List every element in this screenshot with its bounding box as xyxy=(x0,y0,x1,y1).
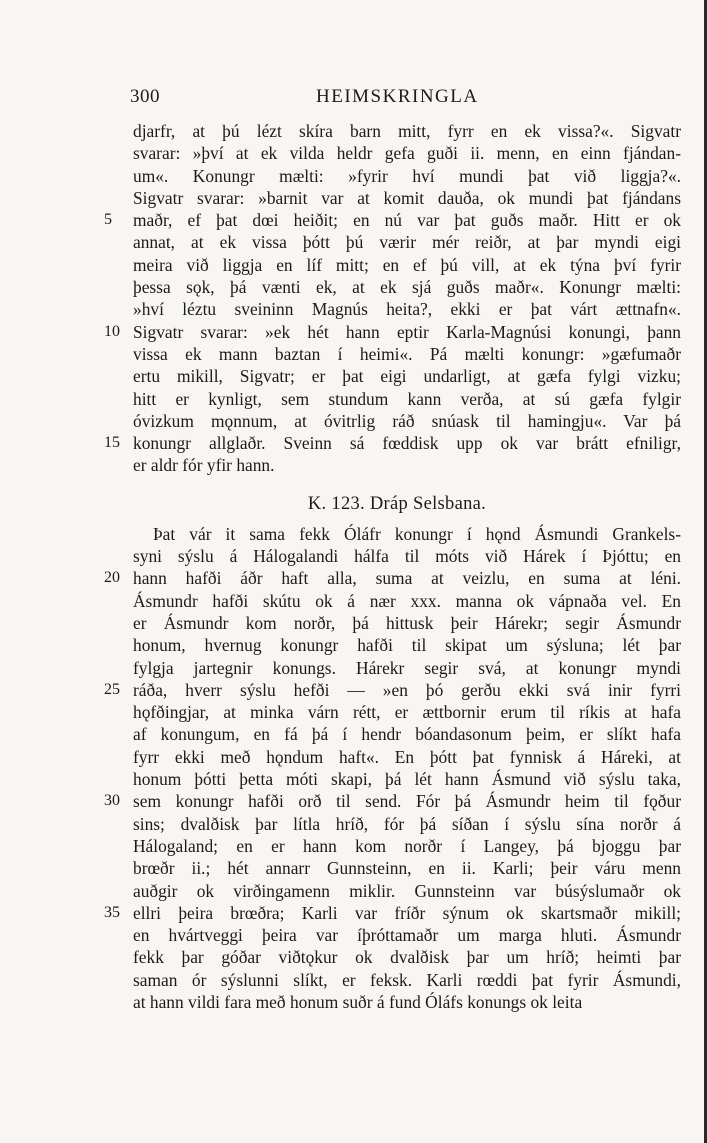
text-line xyxy=(104,432,681,454)
text-line xyxy=(133,254,681,276)
line-text: honum, hvernug konungr hafði til skipat um sýsluna; lét þar xyxy=(133,635,681,656)
line-text: hann hafði áðr haft alla, suma at veizlu, en suma at léni. xyxy=(133,568,681,589)
page-number: 300 xyxy=(130,86,160,107)
line-text: af konungum, en fá þá í hendr bóandasonum þeim, er slíkt hafa xyxy=(133,724,681,745)
line-text: ertu mikill, Sigvatr; er þat eigi undarligt, at gæfa fylgi vizku; xyxy=(133,366,681,387)
text-line xyxy=(133,410,681,432)
text-line xyxy=(133,545,681,567)
line-number: 25 xyxy=(104,680,120,698)
text-block xyxy=(104,120,681,1013)
line-text: Ásmundr hafði skútu ok á nær xxx. manna ok vápnaða vel. En xyxy=(133,590,681,611)
line-text: meira við liggja en líf mitt; en ef þú vill, at ek týna því fyrir xyxy=(133,254,681,275)
text-line xyxy=(133,813,681,835)
text-line xyxy=(133,634,681,656)
text-line xyxy=(133,590,681,612)
text-line xyxy=(104,790,681,812)
line-text: ráða, hverr sýslu hefði — »en þó gerðu ekki svá inir fyrri xyxy=(133,679,681,700)
line-text: óvizkum mǫnnum, at óvitrlig ráð snúask til hamingju«. Var þá xyxy=(133,410,681,431)
text-line xyxy=(104,567,681,589)
text-line xyxy=(133,454,681,476)
text-line xyxy=(133,298,681,320)
text-line xyxy=(104,321,681,343)
text-line xyxy=(104,679,681,701)
line-text: »hví léztu sveininn Magnús heita?, ekki er þat várt ættnafn«. xyxy=(133,299,681,320)
line-number: 20 xyxy=(104,569,120,587)
line-number: 35 xyxy=(104,903,120,921)
line-text: um«. Konungr mælti: »fyrir hví mundi þat við liggja?«. xyxy=(133,165,681,186)
line-text: djarfr, at þú lézt skíra barn mitt, fyrr en ek vissa?«. Sigvatr xyxy=(133,121,681,141)
text-line xyxy=(133,924,681,946)
paragraph-2 xyxy=(104,523,681,1014)
line-text: konungr allglaðr. Sveinn sá fœddisk upp ok var brátt efniligr, xyxy=(133,433,681,454)
running-title: HEIMSKRINGLA xyxy=(316,86,479,107)
line-text: fylgja jartegnir konungs. Hárekr segir svá, at konungr myndi xyxy=(133,657,681,678)
line-text: fyrr ekki með hǫndum haft«. En þótt þat fynnisk á Háreki, at xyxy=(133,746,681,767)
line-text: ellri þeira brœðra; Karli var fríðr sýnum ok skartsmaðr mikill; xyxy=(133,902,681,923)
line-text: þessa sǫk, þá vænti ek, at ek sjá guðs maðr«. Konungr mælti: xyxy=(133,277,681,298)
text-line xyxy=(133,857,681,879)
text-line xyxy=(133,120,681,142)
line-text: syni sýslu á Hálogalandi hálfa til móts við Hárek í Þjóttu; en xyxy=(133,546,681,567)
text-line xyxy=(133,142,681,164)
text-line xyxy=(133,231,681,253)
section-heading: K. 123. Dráp Selsbana. xyxy=(307,493,487,514)
text-line xyxy=(104,209,681,231)
line-text: at hann vildi fara með honum suðr á fund Óláfs konungs ok leita xyxy=(133,991,583,1012)
text-line xyxy=(133,701,681,723)
line-number: 30 xyxy=(104,792,120,810)
line-text: Þat vár it sama fekk Óláfr konungr í hǫnd Ásmundi Grankels- xyxy=(153,523,681,544)
text-line xyxy=(133,343,681,365)
text-line xyxy=(133,991,681,1013)
text-line xyxy=(133,276,681,298)
text-line xyxy=(133,187,681,209)
line-text: vissa ek mann baztan í heimi«. Pá mælti konungr: »gæfumaðr xyxy=(133,343,681,364)
line-text: Hálogaland; en er hann kom norðr í Langey, þá bjoggu þar xyxy=(133,835,681,856)
line-text: er Ásmundr kom norðr, þá hittusk þeir Hárekr; segir Ásmundr xyxy=(133,612,681,633)
line-text: hǫfðingjar, at minka várn rétt, er ættbornir erum til ríkis at hafa xyxy=(133,702,681,723)
line-text: honum þótti þetta móti skapi, þá lét hann Ásmund við sýslu taka, xyxy=(133,769,681,790)
page-header xyxy=(130,86,680,110)
line-text: annat, at ek vissa þótt þú værir mér reiðr, at þar myndi eigi xyxy=(133,232,681,253)
line-text: svarar: »því at ek vilda heldr gefa guði ii. menn, en einn fjándan- xyxy=(133,143,681,164)
text-line xyxy=(133,835,681,857)
text-line xyxy=(133,612,681,634)
text-line xyxy=(133,523,681,545)
line-text: brœðr ii.; hét annarr Gunnsteinn, en ii. Karli; þeir váru menn xyxy=(133,858,681,879)
line-number: 5 xyxy=(104,211,112,229)
text-line xyxy=(104,902,681,924)
text-line xyxy=(133,365,681,387)
paragraph-1 xyxy=(104,120,681,477)
line-text: sem konungr hafði orð til send. Fór þá Ásmundr heim til fǫður xyxy=(133,791,681,812)
text-line xyxy=(133,969,681,991)
line-text: fekk þar góðar viðtǫkur ok dvalðisk þar um hríð; heimti þar xyxy=(133,947,681,968)
text-line xyxy=(133,746,681,768)
line-text: saman ór sýslunni slíkt, er feksk. Karli rœddi þat fyrir Ásmundi, xyxy=(133,969,681,990)
line-text: hitt er kynligt, sem stundum kann verða, at sú gæfa fylgir xyxy=(133,388,681,409)
line-text: sins; dvalðisk þar lítla hríð, fór þá síðan í sýslu sína norðr á xyxy=(133,813,681,834)
text-line xyxy=(133,880,681,902)
line-number: 15 xyxy=(104,434,120,452)
line-text: maðr, ef þat dœi heiðit; en nú var þat guðs maðr. Hitt er ok xyxy=(133,210,681,231)
text-line xyxy=(133,946,681,968)
text-line xyxy=(133,657,681,679)
line-text: en hvártveggi þeira var íþróttamaðr um marga hluti. Ásmundr xyxy=(133,925,681,946)
line-text: er aldr fór yfir hann. xyxy=(133,455,275,476)
line-text: auðgir ok virðingamenn miklir. Gunnsteinn var búsýslumaðr ok xyxy=(133,880,681,901)
line-text: Sigvatr svarar: »ek hét hann eptir Karla-Magnúsi konungi, þann xyxy=(133,321,681,342)
text-line xyxy=(133,723,681,745)
line-text: Sigvatr svarar: »barnit var at komit dauða, ok mundi þat fjándans xyxy=(133,187,681,208)
line-number: 10 xyxy=(104,322,120,340)
text-line xyxy=(133,388,681,410)
text-line xyxy=(133,165,681,187)
text-line xyxy=(133,768,681,790)
